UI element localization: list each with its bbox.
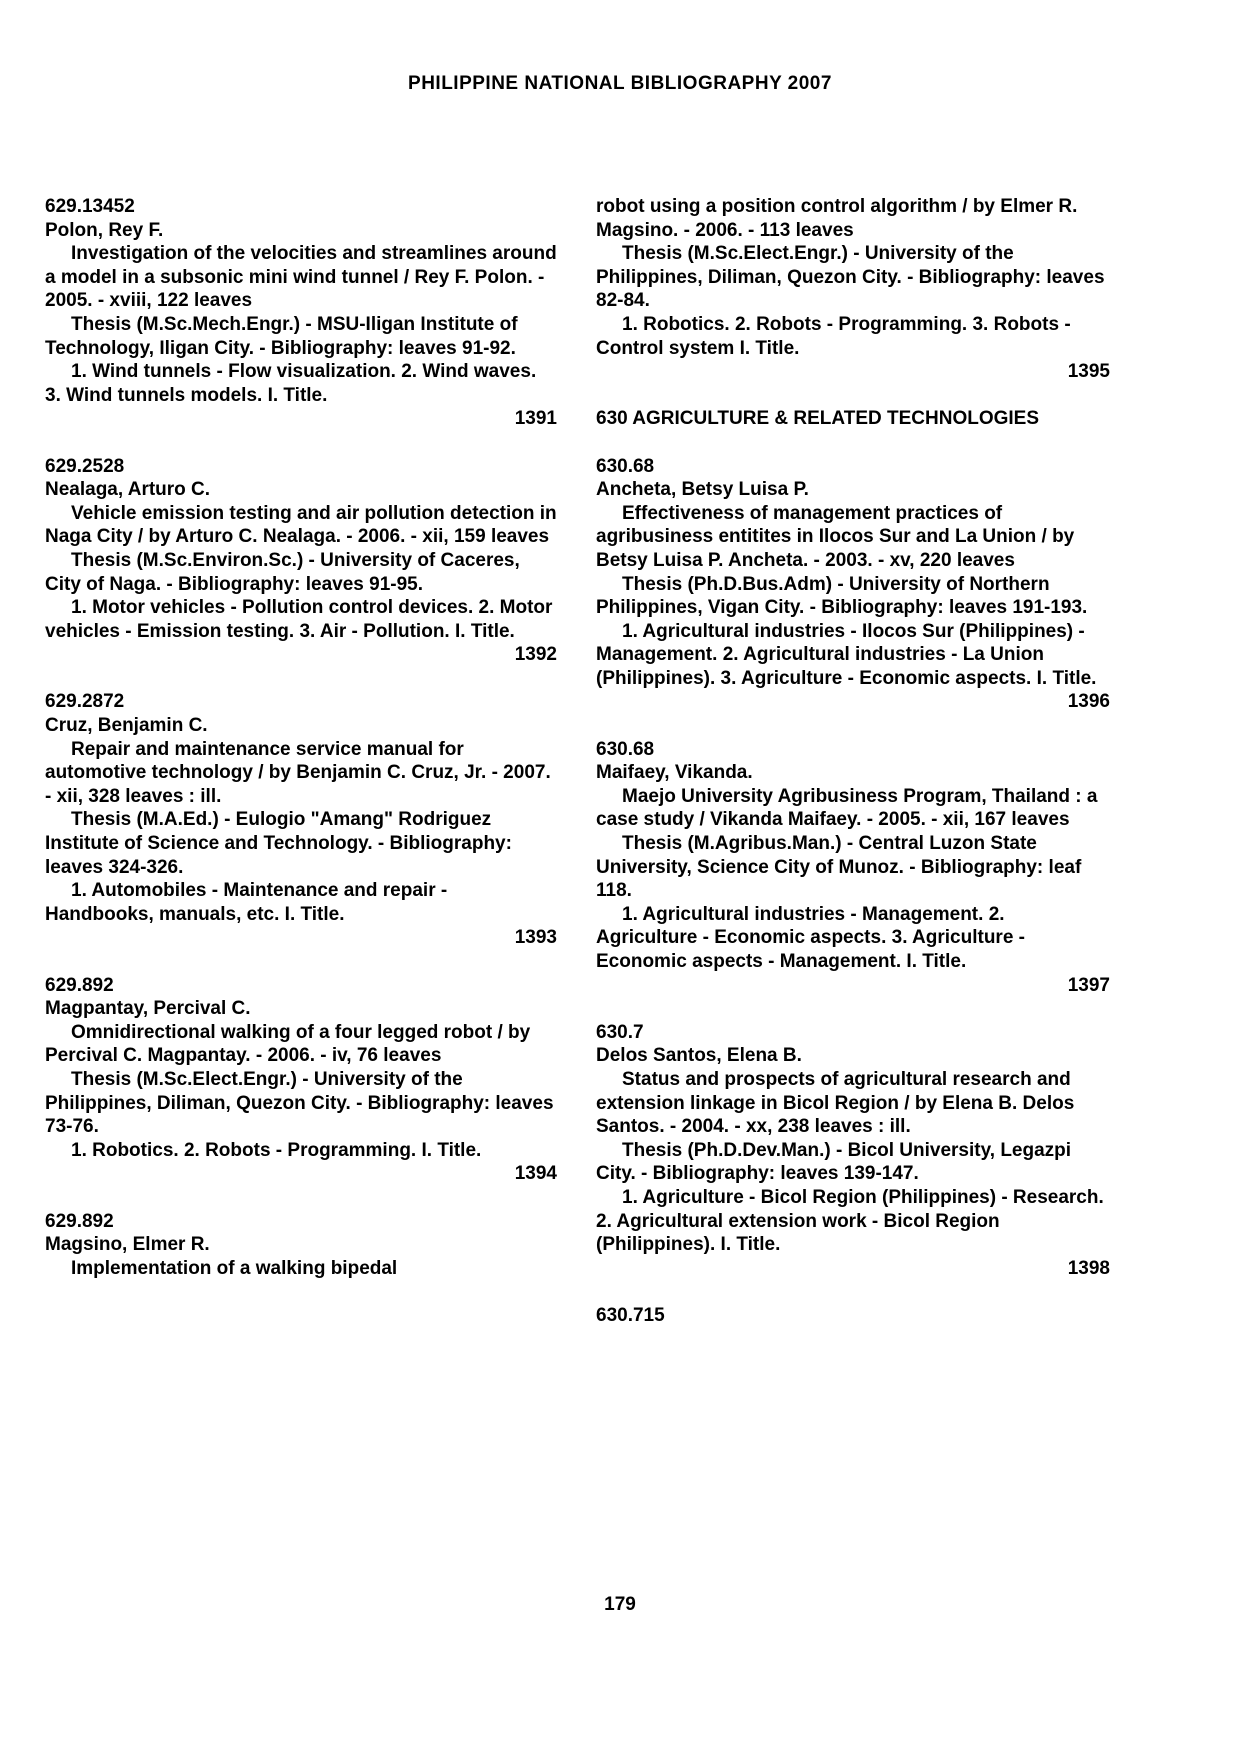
class-number: 629.13452 (45, 196, 135, 217)
author-heading: Delos Santos, Elena B. (596, 1045, 802, 1067)
title-statement: Vehicle emission testing and air pollution detection in Naga City / by Arturo C. Nealaga. - 2006. - xii, 159 leaves (45, 502, 557, 548)
title-statement: Investigation of the velocities and streamlines around a model in a subsonic mini wind tunnel / Rey F. Polon. - 2005. - xviii, 122 leaves (45, 243, 557, 312)
author-heading: Cruz, Benjamin C. (45, 715, 208, 737)
class-number: 630.68 (596, 455, 655, 477)
thesis-note: Thesis (M.Sc.Elect.Engr.) - University of the Philippines, Diliman, Quezon City. - Bibliography: leaves 73-76. (45, 1068, 554, 1138)
entry-number: 1392 (514, 644, 557, 666)
left-column (45, 195, 557, 1304)
author-heading: Ancheta, Betsy Luisa P. (596, 479, 809, 501)
title-statement: Effectiveness of management practices of agribusiness entitites in Ilocos Sur and La Union / by Betsy Luisa P. Ancheta. - 2003. - xv, 220 leaves (596, 502, 1075, 571)
subject-tracings: 1. Agriculture - Bicol Region (Philippines) - Research. 2. Agricultural extension work - Bicol Region (Philippines). I. Title. (596, 1186, 1104, 1256)
bibliographic-entry-partial (596, 1304, 1110, 1328)
bibliographic-entry (45, 974, 557, 1186)
bibliographic-entry (596, 1021, 1110, 1281)
thesis-note: Thesis (M.Agribus.Man.) - Central Luzon State University, Science City of Munoz. - Bibliography: leaf 118. (596, 833, 1082, 902)
entry-number: 1393 (514, 927, 557, 949)
thesis-note: Thesis (Ph.D.Dev.Man.) - Bicol University, Legazpi City. - Bibliography: leaves 139-147. (596, 1139, 1072, 1185)
title-statement: Implementation of a walking bipedal (71, 1257, 398, 1279)
class-number: 629.892 (45, 1210, 114, 1232)
bibliographic-entry (45, 455, 557, 667)
class-number: 629.2528 (45, 455, 125, 477)
class-number: 630.7 (596, 1021, 644, 1043)
bibliographic-entry-partial (45, 1210, 557, 1281)
subject-tracings: 1. Agricultural industries - Ilocos Sur (Philippines) - Management. 2. Agricultural industries - La Union (Philippines). 3. Agriculture - Economic aspects. I. Title. (596, 620, 1097, 689)
author-heading: Magsino, Elmer R. (45, 1234, 210, 1256)
section-heading: 630 AGRICULTURE & RELATED TECHNOLOGIES (596, 408, 1040, 430)
subject-tracings: 1. Automobiles - Maintenance and repair - Handbooks, manuals, etc. I. Title. (45, 880, 448, 925)
entry-number: 1397 (1067, 974, 1110, 996)
right-column (596, 195, 1110, 1351)
running-head: PHILIPPINE NATIONAL BIBLIOGRAPHY 2007 (408, 73, 832, 94)
class-number: 629.892 (45, 974, 114, 996)
subject-tracings: 1. Motor vehicles - Pollution control devices. 2. Motor vehicles - Emission testing. 3. Air - Pollution. I. Title. (45, 597, 553, 642)
title-statement: Status and prospects of agricultural research and extension linkage in Bicol Region / by Elena B. Delos Santos. - 2004. - xx, 238 leaves : ill. (596, 1068, 1075, 1138)
entry-number: 1391 (514, 408, 557, 430)
thesis-note: Thesis (M.Sc.Mech.Engr.) - MSU-Iligan Institute of Technology, Iligan City. - Bibliography: leaves 91-92. (45, 313, 518, 359)
subject-tracings: 1. Robotics. 2. Robots - Programming. I. Title. (71, 1139, 482, 1161)
title-statement: robot using a position control algorithm / by Elmer R. Magsino. - 2006. - 113 leaves (596, 196, 1078, 241)
entry-number: 1398 (1067, 1257, 1110, 1279)
author-heading: Magpantay, Percival C. (45, 998, 251, 1020)
thesis-note: Thesis (M.Sc.Elect.Engr.) - University of the Philippines, Diliman, Quezon City. - Bibliography: leaves 82-84. (596, 243, 1105, 312)
subject-tracings: 1. Agricultural industries - Management. 2. Agriculture - Economic aspects. 3. Agriculture - Economic aspects - Management. I. Title. (596, 903, 1026, 972)
bibliographic-entry (45, 195, 557, 431)
author-heading: Polon, Rey F. (45, 219, 164, 241)
title-statement: Maejo University Agribusiness Program, Thailand : a case study / Vikanda Maifaey. - 2005. - xii, 167 leaves (596, 785, 1098, 831)
bibliographic-entry (45, 690, 557, 950)
bibliographic-entry (596, 455, 1110, 715)
class-number: 630.68 (596, 738, 655, 760)
thesis-note: Thesis (Ph.D.Bus.Adm) - University of Northern Philippines, Vigan City. - Bibliography: leaves 191-193. (596, 573, 1088, 619)
class-number: 629.2872 (45, 691, 125, 713)
bibliographic-entry-continued (596, 195, 1110, 384)
title-statement: Repair and maintenance service manual for automotive technology / by Benjamin C. Cruz, Jr. - 2007. - xii, 328 leaves : ill. (45, 738, 551, 807)
class-number: 630.715 (596, 1304, 665, 1326)
subject-tracings: 1. Robotics. 2. Robots - Programming. 3. Robots - Control system I. Title. (596, 313, 1071, 359)
entry-number: 1394 (514, 1163, 557, 1185)
thesis-note: Thesis (M.A.Ed.) - Eulogio "Amang" Rodriguez Institute of Science and Technology. - Bibliography: leaves 324-326. (45, 809, 512, 878)
author-heading: Nealaga, Arturo C. (45, 479, 211, 501)
entry-number: 1395 (1067, 361, 1110, 383)
entry-number: 1396 (1067, 691, 1110, 713)
thesis-note: Thesis (M.Sc.Environ.Sc.) - University of Caceres, City of Naga. - Bibliography: leaves 91-95. (45, 549, 520, 595)
bibliographic-entry (596, 738, 1110, 998)
subject-tracings: 1. Wind tunnels - Flow visualization. 2. Wind waves. 3. Wind tunnels models. I. Title. (45, 361, 537, 406)
page-number: 179 (604, 1594, 636, 1615)
title-statement: Omnidirectional walking of a four legged robot / by Percival C. Magpantay. - 2006. - iv, 76 leaves (45, 1021, 531, 1067)
author-heading: Maifaey, Vikanda. (596, 762, 753, 784)
